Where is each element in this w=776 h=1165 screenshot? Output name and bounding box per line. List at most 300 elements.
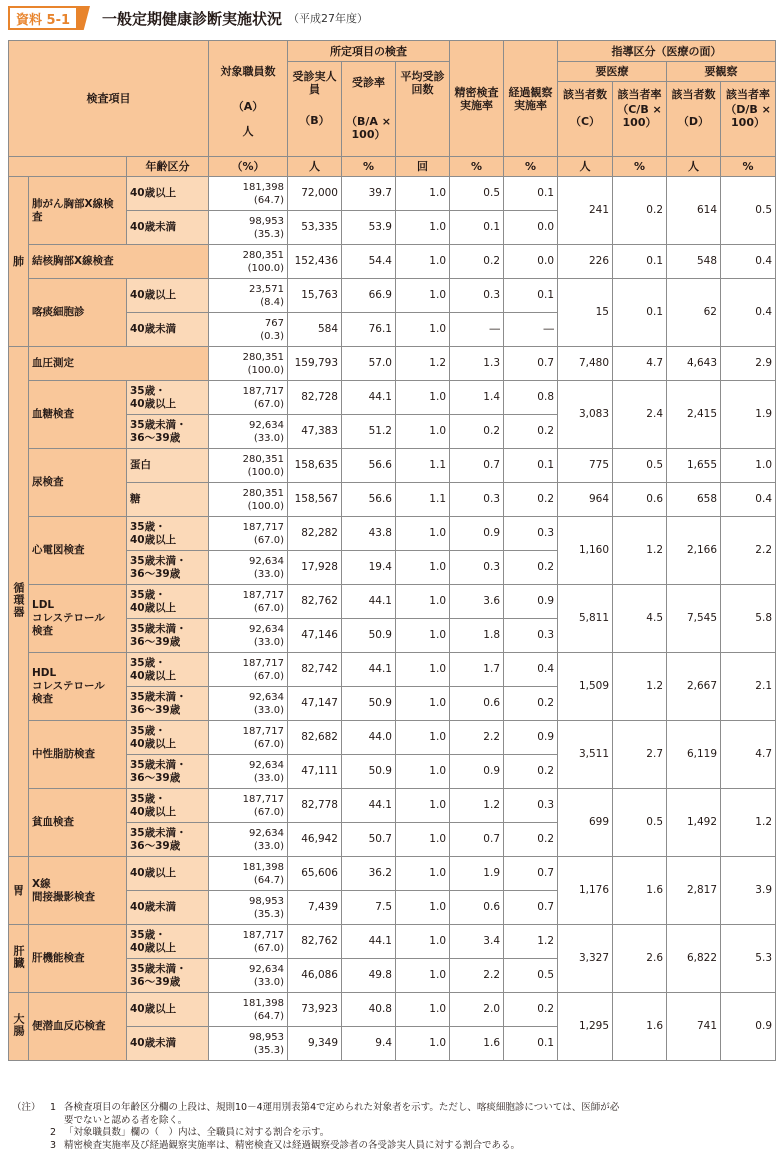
c-rate-cell: 0.5	[613, 449, 667, 483]
d-rate-cell: 0.4	[721, 483, 776, 517]
table-row	[9, 789, 776, 823]
table-row	[9, 177, 776, 211]
item-ldl: LDL コレステロール 検査	[29, 585, 127, 653]
c-rate-cell: 2.6	[613, 925, 667, 993]
d-cell: 2,817	[667, 857, 721, 925]
examinees-cell: 47,147	[288, 687, 342, 721]
avg-cell: 1.0	[396, 381, 450, 415]
rate-cell: 9.4	[342, 1027, 396, 1061]
page-subtitle: （平成27年度）	[288, 12, 369, 25]
avg-cell: 1.0	[396, 653, 450, 687]
staff-cell: 187,717 (67.0)	[209, 653, 288, 687]
avg-cell: 1.0	[396, 1027, 450, 1061]
rate-cell: 57.0	[342, 347, 396, 381]
precise-cell: 0.5	[450, 177, 504, 211]
age-label: 35歳・ 40歳以上	[127, 653, 209, 687]
examinees-cell: 82,728	[288, 381, 342, 415]
header-rate: 受診率 （B/A × 100）	[342, 62, 396, 157]
header-prescribed: 所定項目の検査	[288, 41, 450, 62]
header-observe: 経過観察実施率	[504, 41, 558, 157]
rate-cell: 50.9	[342, 619, 396, 653]
table-row	[9, 721, 776, 755]
d-cell: 2,667	[667, 653, 721, 721]
staff-cell: 98,953 (35.3)	[209, 1027, 288, 1061]
table-row	[9, 381, 776, 415]
d-cell: 6,119	[667, 721, 721, 789]
d-cell: 1,655	[667, 449, 721, 483]
precise-cell: 3.4	[450, 925, 504, 959]
item-tb: 結核胸部X線検査	[29, 245, 209, 279]
header-examinees: 受診実人員 （B）	[288, 62, 342, 157]
precise-cell: 1.4	[450, 381, 504, 415]
precise-cell: 1.7	[450, 653, 504, 687]
header-c-rate: 該当者率 （C/B × 100）	[613, 82, 667, 157]
observe-cell: 0.2	[504, 823, 558, 857]
header-precise: 精密検査実施率	[450, 41, 504, 157]
precise-cell: 1.9	[450, 857, 504, 891]
age-label: 35歳・ 40歳以上	[127, 721, 209, 755]
observe-cell: 0.9	[504, 721, 558, 755]
rate-cell: 7.5	[342, 891, 396, 925]
unit-examinees: 人	[288, 157, 342, 177]
avg-cell: 1.0	[396, 619, 450, 653]
staff-cell: 280,351 (100.0)	[209, 483, 288, 517]
avg-cell: 1.0	[396, 823, 450, 857]
unit-d-rate: %	[721, 157, 776, 177]
examinees-cell: 47,383	[288, 415, 342, 449]
observe-cell: 0.9	[504, 585, 558, 619]
unit-c-rate: %	[613, 157, 667, 177]
examinees-cell: 159,793	[288, 347, 342, 381]
unit-avg: 回	[396, 157, 450, 177]
examinees-cell: 82,778	[288, 789, 342, 823]
examinees-cell: 158,635	[288, 449, 342, 483]
observe-cell: 0.2	[504, 755, 558, 789]
staff-cell: 92,634 (33.0)	[209, 755, 288, 789]
observe-cell: 0.7	[504, 891, 558, 925]
avg-cell: 1.0	[396, 891, 450, 925]
staff-cell: 181,398 (64.7)	[209, 993, 288, 1027]
c-rate-cell: 2.4	[613, 381, 667, 449]
c-rate-cell: 0.2	[613, 177, 667, 245]
header-guidance: 指導区分（医療の面）	[558, 41, 776, 62]
unit-rate: %	[342, 157, 396, 177]
c-cell: 5,811	[558, 585, 613, 653]
staff-cell: 181,398 (64.7)	[209, 177, 288, 211]
page-title: 一般定期健康診断実施状況	[102, 9, 283, 28]
d-rate-cell: 0.4	[721, 279, 776, 347]
d-rate-cell: 3.9	[721, 857, 776, 925]
c-cell: 1,509	[558, 653, 613, 721]
unit-d: 人	[667, 157, 721, 177]
c-rate-cell: 1.2	[613, 653, 667, 721]
observe-cell: 0.1	[504, 449, 558, 483]
d-rate-cell: 5.3	[721, 925, 776, 993]
d-cell: 548	[667, 245, 721, 279]
c-cell: 3,083	[558, 381, 613, 449]
c-rate-cell: 0.1	[613, 245, 667, 279]
header-blank	[9, 157, 127, 177]
category-liver: 肝臓	[9, 925, 29, 993]
staff-cell: 187,717 (67.0)	[209, 925, 288, 959]
c-rate-cell: 0.1	[613, 279, 667, 347]
staff-cell: 98,953 (35.3)	[209, 211, 288, 245]
d-rate-cell: 0.9	[721, 993, 776, 1061]
header-c-count: 該当者数 （C）	[558, 82, 613, 157]
category-circulatory: 循環器	[9, 347, 29, 857]
rate-cell: 54.4	[342, 245, 396, 279]
precise-cell: 0.7	[450, 823, 504, 857]
rate-cell: 44.1	[342, 585, 396, 619]
examinees-cell: 82,682	[288, 721, 342, 755]
item-bp: 血圧測定	[29, 347, 209, 381]
observe-cell: 0.2	[504, 415, 558, 449]
d-rate-cell: 2.9	[721, 347, 776, 381]
age-label: 35歳未満・ 36～39歳	[127, 959, 209, 993]
examinees-cell: 584	[288, 313, 342, 347]
c-cell: 964	[558, 483, 613, 517]
staff-cell: 23,571 (8.4)	[209, 279, 288, 313]
avg-cell: 1.0	[396, 993, 450, 1027]
examinees-cell: 47,146	[288, 619, 342, 653]
staff-cell: 92,634 (33.0)	[209, 551, 288, 585]
footnote-3: 3 精密検査実施率及び経過観察実施率は、精密検査又は経過観察受診者の各受診実人員に対する割合である。	[50, 1139, 521, 1151]
observe-cell: ―	[504, 313, 558, 347]
examinees-cell: 152,436	[288, 245, 342, 279]
d-cell: 2,166	[667, 517, 721, 585]
header-staff-pct: （%）	[209, 157, 288, 177]
avg-cell: 1.0	[396, 959, 450, 993]
rate-cell: 36.2	[342, 857, 396, 891]
avg-cell: 1.2	[396, 347, 450, 381]
rate-cell: 39.7	[342, 177, 396, 211]
age-label: 35歳・ 40歳以上	[127, 789, 209, 823]
item-liver: 肝機能検査	[29, 925, 127, 993]
table-row	[9, 279, 776, 313]
age-label: 35歳未満・ 36～39歳	[127, 823, 209, 857]
c-cell: 226	[558, 245, 613, 279]
health-checkup-table	[8, 40, 776, 1061]
examinees-cell: 15,763	[288, 279, 342, 313]
observe-cell: 0.5	[504, 959, 558, 993]
c-cell: 3,327	[558, 925, 613, 993]
staff-cell: 280,351 (100.0)	[209, 347, 288, 381]
table-row	[9, 925, 776, 959]
staff-cell: 280,351 (100.0)	[209, 245, 288, 279]
staff-cell: 181,398 (64.7)	[209, 857, 288, 891]
avg-cell: 1.1	[396, 449, 450, 483]
unit-precise: %	[450, 157, 504, 177]
c-cell: 1,176	[558, 857, 613, 925]
rate-cell: 43.8	[342, 517, 396, 551]
observe-cell: 0.2	[504, 993, 558, 1027]
observe-cell: 0.0	[504, 245, 558, 279]
rate-cell: 19.4	[342, 551, 396, 585]
c-cell: 241	[558, 177, 613, 245]
d-cell: 614	[667, 177, 721, 245]
rate-cell: 51.2	[342, 415, 396, 449]
rate-cell: 56.6	[342, 449, 396, 483]
age-label: 35歳未満・ 36～39歳	[127, 687, 209, 721]
examinees-cell: 9,349	[288, 1027, 342, 1061]
age-label: 35歳・ 40歳以上	[127, 381, 209, 415]
staff-cell: 767 (0.3)	[209, 313, 288, 347]
examinees-cell: 17,928	[288, 551, 342, 585]
staff-cell: 280,351 (100.0)	[209, 449, 288, 483]
precise-cell: 1.3	[450, 347, 504, 381]
precise-cell: ―	[450, 313, 504, 347]
avg-cell: 1.0	[396, 517, 450, 551]
precise-cell: 0.3	[450, 483, 504, 517]
rate-cell: 44.1	[342, 925, 396, 959]
age-label: 35歳未満・ 36～39歳	[127, 619, 209, 653]
precise-cell: 0.1	[450, 211, 504, 245]
examinees-cell: 53,335	[288, 211, 342, 245]
item-colon: 便潜血反応検査	[29, 993, 127, 1061]
rate-cell: 44.1	[342, 789, 396, 823]
d-rate-cell: 1.0	[721, 449, 776, 483]
category-colon: 大腸	[9, 993, 29, 1061]
item-tg: 中性脂肪検査	[29, 721, 127, 789]
d-cell: 6,822	[667, 925, 721, 993]
age-label: 35歳・ 40歳以上	[127, 925, 209, 959]
rate-cell: 44.0	[342, 721, 396, 755]
examinees-cell: 82,762	[288, 585, 342, 619]
d-cell: 62	[667, 279, 721, 347]
examinees-cell: 82,762	[288, 925, 342, 959]
d-rate-cell: 4.7	[721, 721, 776, 789]
avg-cell: 1.0	[396, 313, 450, 347]
table-row	[9, 653, 776, 687]
item-sugar: 血糖検査	[29, 381, 127, 449]
c-cell: 7,480	[558, 347, 613, 381]
badge-tail-shape	[76, 6, 90, 30]
age-label: 35歳・ 40歳以上	[127, 517, 209, 551]
precise-cell: 0.6	[450, 891, 504, 925]
staff-cell: 92,634 (33.0)	[209, 415, 288, 449]
observe-cell: 0.3	[504, 517, 558, 551]
observe-cell: 0.4	[504, 653, 558, 687]
c-rate-cell: 4.7	[613, 347, 667, 381]
item-stomach-xray: X線 間接撮影検査	[29, 857, 127, 925]
staff-cell: 187,717 (67.0)	[209, 585, 288, 619]
staff-cell: 187,717 (67.0)	[209, 721, 288, 755]
material-badge: 資料 5-1	[8, 6, 78, 30]
category-lung: 肺	[9, 177, 29, 347]
rate-cell: 44.1	[342, 653, 396, 687]
table-row	[9, 347, 776, 381]
staff-cell: 92,634 (33.0)	[209, 687, 288, 721]
precise-cell: 1.2	[450, 789, 504, 823]
age-label: 35歳未満・ 36～39歳	[127, 755, 209, 789]
c-cell: 1,160	[558, 517, 613, 585]
precise-cell: 0.3	[450, 279, 504, 313]
rate-cell: 66.9	[342, 279, 396, 313]
header-d-count: 該当者数 （D）	[667, 82, 721, 157]
age-label: 40歳以上	[127, 857, 209, 891]
observe-cell: 0.1	[504, 1027, 558, 1061]
table-row	[9, 993, 776, 1027]
examinees-cell: 46,942	[288, 823, 342, 857]
observe-cell: 0.7	[504, 347, 558, 381]
header-avg: 平均受診回数	[396, 62, 450, 157]
age-label: 40歳以上	[127, 993, 209, 1027]
avg-cell: 1.0	[396, 857, 450, 891]
item-hdl: HDL コレステロール 検査	[29, 653, 127, 721]
age-label: 40歳以上	[127, 279, 209, 313]
precise-cell: 1.6	[450, 1027, 504, 1061]
age-label: 35歳未満・ 36～39歳	[127, 415, 209, 449]
header-medical: 要医療	[558, 62, 667, 82]
precise-cell: 2.2	[450, 959, 504, 993]
c-rate-cell: 4.5	[613, 585, 667, 653]
header-d-rate: 該当者率 （D/B × 100）	[721, 82, 776, 157]
precise-cell: 3.6	[450, 585, 504, 619]
avg-cell: 1.1	[396, 483, 450, 517]
rate-cell: 50.9	[342, 755, 396, 789]
precise-cell: 0.2	[450, 245, 504, 279]
rate-cell: 76.1	[342, 313, 396, 347]
precise-cell: 0.7	[450, 449, 504, 483]
age-label: 蛋白	[127, 449, 209, 483]
age-label: 40歳未満	[127, 211, 209, 245]
table-row	[9, 857, 776, 891]
examinees-cell: 72,000	[288, 177, 342, 211]
avg-cell: 1.0	[396, 687, 450, 721]
d-cell: 4,643	[667, 347, 721, 381]
precise-cell: 1.8	[450, 619, 504, 653]
d-cell: 2,415	[667, 381, 721, 449]
avg-cell: 1.0	[396, 279, 450, 313]
age-label: 40歳未満	[127, 891, 209, 925]
rate-cell: 56.6	[342, 483, 396, 517]
observe-cell: 0.0	[504, 211, 558, 245]
examinees-cell: 158,567	[288, 483, 342, 517]
precise-cell: 0.9	[450, 755, 504, 789]
unit-observe: %	[504, 157, 558, 177]
observe-cell: 0.7	[504, 857, 558, 891]
d-rate-cell: 1.2	[721, 789, 776, 857]
header-staff: 対象職員数 （A） 人	[209, 41, 288, 157]
header-item: 検査項目	[9, 41, 209, 157]
age-label: 35歳未満・ 36～39歳	[127, 551, 209, 585]
c-cell: 1,295	[558, 993, 613, 1061]
staff-cell: 92,634 (33.0)	[209, 823, 288, 857]
examinees-cell: 82,742	[288, 653, 342, 687]
d-rate-cell: 2.1	[721, 653, 776, 721]
avg-cell: 1.0	[396, 245, 450, 279]
header-observation: 要観察	[667, 62, 776, 82]
observe-cell: 0.2	[504, 483, 558, 517]
footnote-2: 2 「対象職員数」欄の（ ）内は、全職員に対する割合を示す。	[50, 1127, 330, 1138]
precise-cell: 2.0	[450, 993, 504, 1027]
d-rate-cell: 5.8	[721, 585, 776, 653]
c-cell: 3,511	[558, 721, 613, 789]
item-lung-xray: 肺がん胸部X線検査	[29, 177, 127, 245]
item-urine: 尿検査	[29, 449, 127, 517]
examinees-cell: 65,606	[288, 857, 342, 891]
avg-cell: 1.0	[396, 551, 450, 585]
item-ecg: 心電図検査	[29, 517, 127, 585]
observe-cell: 0.1	[504, 177, 558, 211]
age-label: 40歳以上	[127, 177, 209, 211]
observe-cell: 0.3	[504, 789, 558, 823]
staff-cell: 187,717 (67.0)	[209, 517, 288, 551]
d-cell: 7,545	[667, 585, 721, 653]
observe-cell: 1.2	[504, 925, 558, 959]
table-row	[9, 245, 776, 279]
examinees-cell: 7,439	[288, 891, 342, 925]
c-rate-cell: 0.5	[613, 789, 667, 857]
c-rate-cell: 1.6	[613, 857, 667, 925]
observe-cell: 0.8	[504, 381, 558, 415]
d-rate-cell: 1.9	[721, 381, 776, 449]
examinees-cell: 46,086	[288, 959, 342, 993]
examinees-cell: 82,282	[288, 517, 342, 551]
staff-cell: 187,717 (67.0)	[209, 789, 288, 823]
c-cell: 15	[558, 279, 613, 347]
d-rate-cell: 0.5	[721, 177, 776, 245]
c-rate-cell: 0.6	[613, 483, 667, 517]
rate-cell: 49.8	[342, 959, 396, 993]
avg-cell: 1.0	[396, 925, 450, 959]
precise-cell: 0.9	[450, 517, 504, 551]
avg-cell: 1.0	[396, 721, 450, 755]
c-cell: 775	[558, 449, 613, 483]
item-anemia: 貧血検査	[29, 789, 127, 857]
observe-cell: 0.2	[504, 687, 558, 721]
d-rate-cell: 0.4	[721, 245, 776, 279]
avg-cell: 1.0	[396, 585, 450, 619]
age-label: 40歳未満	[127, 313, 209, 347]
staff-cell: 92,634 (33.0)	[209, 619, 288, 653]
c-rate-cell: 1.6	[613, 993, 667, 1061]
age-label: 35歳・ 40歳以上	[127, 585, 209, 619]
avg-cell: 1.0	[396, 755, 450, 789]
observe-cell: 0.3	[504, 619, 558, 653]
rate-cell: 50.7	[342, 823, 396, 857]
d-rate-cell: 2.2	[721, 517, 776, 585]
examinees-cell: 73,923	[288, 993, 342, 1027]
observe-cell: 0.2	[504, 551, 558, 585]
precise-cell: 2.2	[450, 721, 504, 755]
d-cell: 1,492	[667, 789, 721, 857]
precise-cell: 0.2	[450, 415, 504, 449]
table-row	[9, 449, 776, 483]
avg-cell: 1.0	[396, 789, 450, 823]
rate-cell: 53.9	[342, 211, 396, 245]
table-row	[9, 585, 776, 619]
staff-cell: 98,953 (35.3)	[209, 891, 288, 925]
c-rate-cell: 1.2	[613, 517, 667, 585]
table-row	[9, 517, 776, 551]
observe-cell: 0.1	[504, 279, 558, 313]
avg-cell: 1.0	[396, 177, 450, 211]
age-label: 40歳未満	[127, 1027, 209, 1061]
age-label: 糖	[127, 483, 209, 517]
item-sputum: 喀痰細胞診	[29, 279, 127, 347]
rate-cell: 44.1	[342, 381, 396, 415]
avg-cell: 1.0	[396, 211, 450, 245]
c-rate-cell: 2.7	[613, 721, 667, 789]
precise-cell: 0.3	[450, 551, 504, 585]
rate-cell: 40.8	[342, 993, 396, 1027]
document-header	[8, 6, 368, 30]
avg-cell: 1.0	[396, 415, 450, 449]
c-cell: 699	[558, 789, 613, 857]
footnote-1: （注） 1 各検査項目の年齢区分欄の上段は、規則10－4運用別表第4で定められた対象者を示す。ただし、喀痰細胞診については、医師が必 要でないと認める者を除く。	[12, 1102, 620, 1126]
category-stomach: 胃	[9, 857, 29, 925]
